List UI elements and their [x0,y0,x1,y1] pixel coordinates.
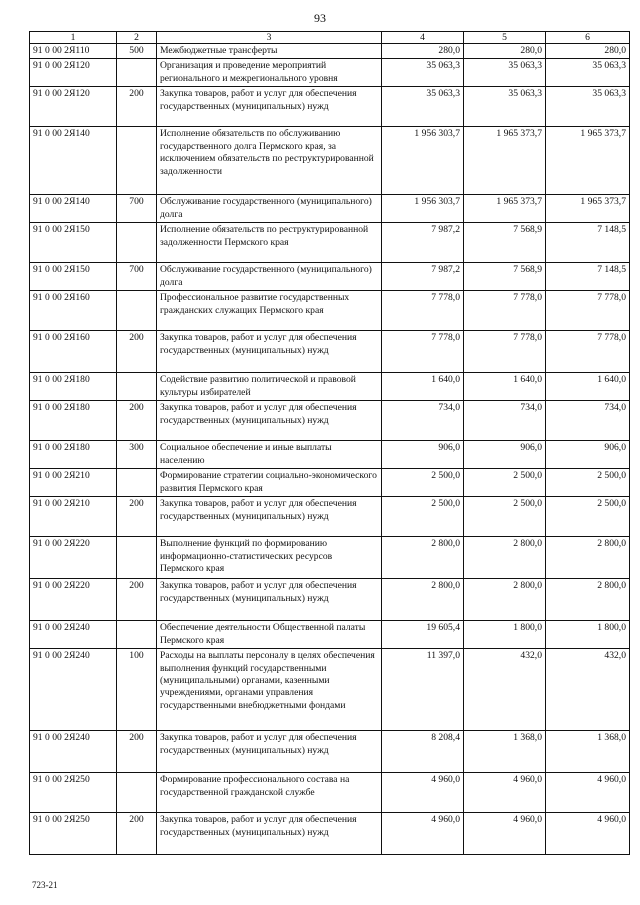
footer-code: 723-21 [32,880,58,890]
row-value-year3: 7 778,0 [546,291,630,331]
row-code: 91 0 00 2Я150 [30,223,117,263]
row-name: Исполнение обязательств по обслуживанию государственного долга Пермского края, за исключением обязательств по реструктурированной задолженности [157,127,382,195]
row-name: Закупка товаров, работ и услуг для обеспечения государственных (муниципальных) нужд [157,401,382,441]
table-row [30,44,630,59]
row-value-year2: 1 965 373,7 [464,127,546,195]
row-code: 91 0 00 2Я180 [30,373,117,401]
row-value-year3: 7 148,5 [546,223,630,263]
table-row [30,537,630,579]
row-code: 91 0 00 2Я240 [30,649,117,731]
row-expense-type [117,537,157,579]
row-value-year3: 906,0 [546,441,630,469]
row-value-year3: 7 148,5 [546,263,630,291]
row-value-year2: 4 960,0 [464,813,546,855]
column-header: 2 [117,32,157,44]
row-value-year1: 2 500,0 [382,469,464,497]
row-value-year1: 1 956 303,7 [382,127,464,195]
row-code: 91 0 00 2Я120 [30,87,117,127]
row-value-year2: 1 800,0 [464,621,546,649]
row-value-year3: 35 063,3 [546,87,630,127]
row-value-year1: 7 778,0 [382,331,464,373]
row-value-year1: 35 063,3 [382,87,464,127]
column-header: 1 [30,32,117,44]
table-body [30,44,630,855]
row-value-year2: 1 640,0 [464,373,546,401]
row-expense-type [117,59,157,87]
table-row [30,773,630,813]
budget-table [29,31,630,855]
row-name: Обслуживание государственного (муниципального) долга [157,195,382,223]
row-value-year3: 1 368,0 [546,731,630,773]
table-row [30,291,630,331]
row-value-year2: 1 965 373,7 [464,195,546,223]
row-value-year3: 2 800,0 [546,537,630,579]
row-name: Содействие развитию политической и правовой культуры избирателей [157,373,382,401]
row-code: 91 0 00 2Я110 [30,44,117,59]
row-name: Организация и проведение мероприятий регионального и межрегионального уровня [157,59,382,87]
row-expense-type: 200 [117,331,157,373]
header-row [30,32,630,44]
row-value-year1: 7 778,0 [382,291,464,331]
table-row [30,401,630,441]
row-expense-type: 200 [117,401,157,441]
column-header: 6 [546,32,630,44]
row-value-year2: 1 368,0 [464,731,546,773]
row-value-year1: 280,0 [382,44,464,59]
column-header: 5 [464,32,546,44]
row-value-year1: 35 063,3 [382,59,464,87]
row-value-year3: 432,0 [546,649,630,731]
row-value-year2: 432,0 [464,649,546,731]
page-number: 93 [314,11,326,25]
row-expense-type: 300 [117,441,157,469]
row-value-year3: 35 063,3 [546,59,630,87]
row-value-year2: 734,0 [464,401,546,441]
table-row [30,373,630,401]
row-name: Межбюджетные трансферты [157,44,382,59]
row-code: 91 0 00 2Я160 [30,331,117,373]
row-value-year1: 1 640,0 [382,373,464,401]
row-code: 91 0 00 2Я150 [30,263,117,291]
row-expense-type: 200 [117,731,157,773]
row-code: 91 0 00 2Я250 [30,813,117,855]
table-row [30,223,630,263]
row-value-year2: 7 568,9 [464,223,546,263]
table-row [30,813,630,855]
row-name: Обслуживание государственного (муниципального) долга [157,263,382,291]
row-expense-type [117,291,157,331]
row-value-year2: 35 063,3 [464,59,546,87]
row-code: 91 0 00 2Я240 [30,731,117,773]
row-value-year2: 4 960,0 [464,773,546,813]
row-value-year1: 1 956 303,7 [382,195,464,223]
row-code: 91 0 00 2Я180 [30,441,117,469]
row-name: Обеспечение деятельности Общественной палаты Пермского края [157,621,382,649]
row-value-year1: 7 987,2 [382,223,464,263]
row-value-year3: 1 800,0 [546,621,630,649]
row-name: Закупка товаров, работ и услуг для обеспечения государственных (муниципальных) нужд [157,813,382,855]
row-expense-type [117,127,157,195]
row-expense-type [117,621,157,649]
row-name: Закупка товаров, работ и услуг для обеспечения государственных (муниципальных) нужд [157,331,382,373]
column-header: 4 [382,32,464,44]
row-value-year1: 906,0 [382,441,464,469]
row-value-year2: 2 800,0 [464,537,546,579]
table-row [30,731,630,773]
row-expense-type: 200 [117,497,157,537]
table-row [30,579,630,621]
row-expense-type: 200 [117,87,157,127]
row-name: Закупка товаров, работ и услуг для обеспечения государственных (муниципальных) нужд [157,579,382,621]
row-value-year1: 11 397,0 [382,649,464,731]
row-expense-type [117,373,157,401]
row-value-year2: 7 778,0 [464,291,546,331]
row-code: 91 0 00 2Я120 [30,59,117,87]
table-row [30,87,630,127]
row-value-year2: 2 500,0 [464,497,546,537]
table-row [30,497,630,537]
column-header: 3 [157,32,382,44]
row-name: Социальное обеспечение и иные выплаты населению [157,441,382,469]
table-row [30,263,630,291]
row-value-year1: 4 960,0 [382,773,464,813]
row-value-year1: 2 500,0 [382,497,464,537]
row-value-year3: 2 800,0 [546,579,630,621]
row-name: Закупка товаров, работ и услуг для обеспечения государственных (муниципальных) нужд [157,731,382,773]
row-code: 91 0 00 2Я210 [30,497,117,537]
table-row [30,621,630,649]
row-code: 91 0 00 2Я140 [30,127,117,195]
row-name: Формирование профессионального состава на государственной гражданской службе [157,773,382,813]
row-expense-type: 200 [117,579,157,621]
row-expense-type: 500 [117,44,157,59]
row-value-year2: 906,0 [464,441,546,469]
row-value-year3: 1 640,0 [546,373,630,401]
row-code: 91 0 00 2Я250 [30,773,117,813]
table-row [30,195,630,223]
row-code: 91 0 00 2Я220 [30,537,117,579]
row-value-year1: 8 208,4 [382,731,464,773]
row-expense-type: 700 [117,263,157,291]
row-value-year2: 7 568,9 [464,263,546,291]
row-code: 91 0 00 2Я140 [30,195,117,223]
row-value-year3: 1 965 373,7 [546,127,630,195]
row-name: Профессиональное развитие государственных гражданских служащих Пермского края [157,291,382,331]
row-value-year3: 280,0 [546,44,630,59]
row-code: 91 0 00 2Я160 [30,291,117,331]
row-value-year2: 35 063,3 [464,87,546,127]
row-code: 91 0 00 2Я240 [30,621,117,649]
row-expense-type: 200 [117,813,157,855]
row-value-year3: 1 965 373,7 [546,195,630,223]
row-expense-type: 700 [117,195,157,223]
row-value-year1: 7 987,2 [382,263,464,291]
row-value-year2: 2 500,0 [464,469,546,497]
row-name: Исполнение обязательств по реструктурированной задолженности Пермского края [157,223,382,263]
row-value-year1: 2 800,0 [382,537,464,579]
table-row [30,469,630,497]
row-value-year3: 4 960,0 [546,773,630,813]
row-value-year2: 2 800,0 [464,579,546,621]
row-name: Выполнение функций по формированию информационно-статистических ресурсов Пермского края [157,537,382,579]
row-value-year3: 7 778,0 [546,331,630,373]
table-row [30,127,630,195]
row-name: Закупка товаров, работ и услуг для обеспечения государственных (муниципальных) нужд [157,87,382,127]
row-expense-type: 100 [117,649,157,731]
row-value-year1: 734,0 [382,401,464,441]
row-code: 91 0 00 2Я220 [30,579,117,621]
row-value-year3: 2 500,0 [546,469,630,497]
row-value-year3: 734,0 [546,401,630,441]
table-row [30,331,630,373]
row-expense-type [117,223,157,263]
row-name: Расходы на выплаты персоналу в целях обеспечения выполнения функций государственными (муниципальными) органами, казенными учреждениями, органами управления государственными внебюджетными фондами [157,649,382,731]
row-value-year1: 19 605,4 [382,621,464,649]
row-value-year1: 2 800,0 [382,579,464,621]
table-row [30,649,630,731]
row-value-year3: 4 960,0 [546,813,630,855]
row-expense-type [117,469,157,497]
row-code: 91 0 00 2Я180 [30,401,117,441]
row-value-year2: 280,0 [464,44,546,59]
table-row [30,441,630,469]
row-value-year1: 4 960,0 [382,813,464,855]
table-row [30,59,630,87]
row-expense-type [117,773,157,813]
row-value-year2: 7 778,0 [464,331,546,373]
row-code: 91 0 00 2Я210 [30,469,117,497]
row-value-year3: 2 500,0 [546,497,630,537]
row-name: Формирование стратегии социально-экономического развития Пермского края [157,469,382,497]
row-name: Закупка товаров, работ и услуг для обеспечения государственных (муниципальных) нужд [157,497,382,537]
